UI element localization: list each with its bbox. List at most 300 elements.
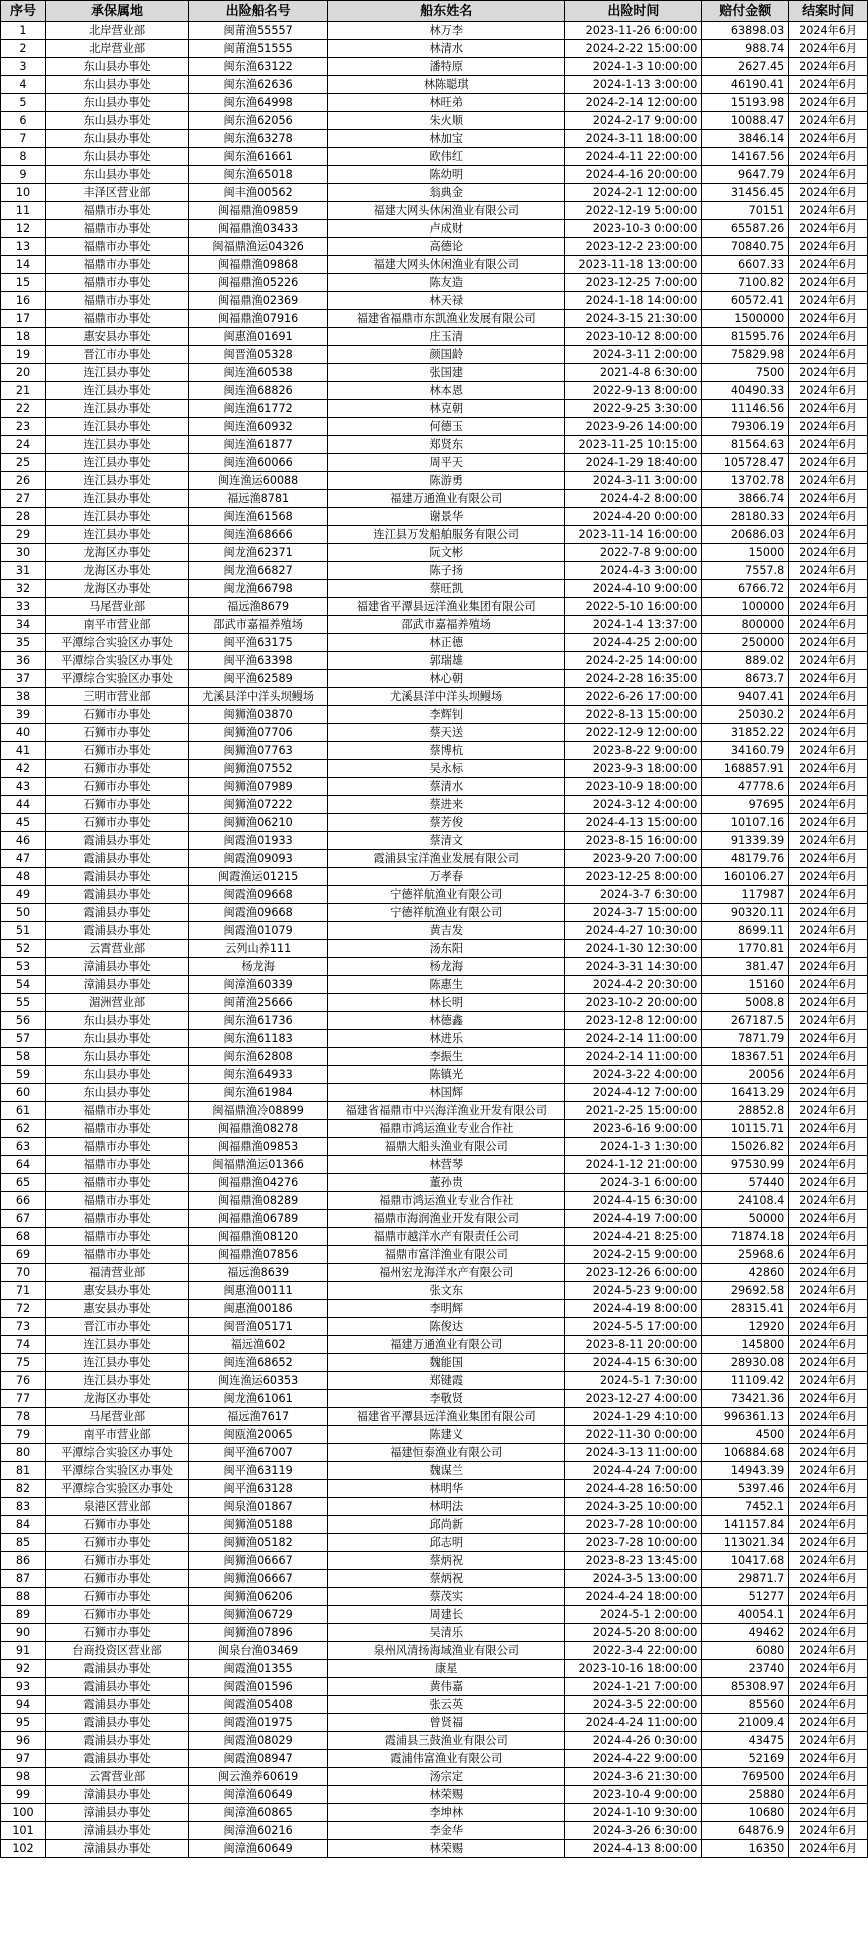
cell-owner: 陈幼明 [328,166,565,184]
cell-owner: 林本恩 [328,382,565,400]
table-row [1,796,868,814]
cell-seq: 25 [1,454,46,472]
cell-seq: 31 [1,562,46,580]
cell-amount: 7452.1 [702,1498,789,1516]
cell-incident-time: 2023-9-26 14:00:00 [565,418,702,436]
cell-owner: 福鼎市越洋水产有限责任公司 [328,1228,565,1246]
cell-close-time: 2024年6月 [789,1822,868,1840]
cell-close-time: 2024年6月 [789,1084,868,1102]
cell-close-time: 2024年6月 [789,724,868,742]
cell-amount: 28315.41 [702,1300,789,1318]
cell-close-time: 2024年6月 [789,1228,868,1246]
cell-branch: 石狮市办事处 [45,778,188,796]
cell-branch: 漳浦县办事处 [45,1804,188,1822]
cell-vessel: 闽连渔61877 [189,436,328,454]
cell-branch: 连江县办事处 [45,418,188,436]
cell-amount: 11146.56 [702,400,789,418]
cell-seq: 42 [1,760,46,778]
cell-branch: 福鼎市办事处 [45,1174,188,1192]
cell-branch: 龙海区办事处 [45,544,188,562]
cell-incident-time: 2024-5-23 9:00:00 [565,1282,702,1300]
cell-branch: 福鼎市办事处 [45,310,188,328]
cell-close-time: 2024年6月 [789,1498,868,1516]
cell-branch: 石狮市办事处 [45,1606,188,1624]
cell-seq: 33 [1,598,46,616]
cell-close-time: 2024年6月 [789,1480,868,1498]
cell-branch: 龙海区办事处 [45,1390,188,1408]
cell-owner: 吴清乐 [328,1624,565,1642]
cell-vessel: 闽霞渔09668 [189,886,328,904]
cell-vessel: 尤溪县洋中洋头坝鳗场 [189,688,328,706]
cell-seq: 90 [1,1624,46,1642]
cell-vessel: 闽龙渔62371 [189,544,328,562]
cell-close-time: 2024年6月 [789,814,868,832]
cell-incident-time: 2024-4-26 0:30:00 [565,1732,702,1750]
cell-vessel: 闽福鼎渔冷08899 [189,1102,328,1120]
cell-owner: 福建恒泰渔业有限公司 [328,1444,565,1462]
cell-branch: 连江县办事处 [45,400,188,418]
table-row [1,1660,868,1678]
cell-incident-time: 2024-4-2 20:30:00 [565,976,702,994]
cell-vessel: 福远渔8639 [189,1264,328,1282]
cell-vessel: 闽福鼎渔06789 [189,1210,328,1228]
cell-branch: 霞浦县办事处 [45,886,188,904]
cell-incident-time: 2023-8-11 20:00:00 [565,1336,702,1354]
header-row [1,1,868,22]
cell-incident-time: 2024-1-10 9:30:00 [565,1804,702,1822]
cell-incident-time: 2024-2-14 12:00:00 [565,94,702,112]
cell-owner: 郑贤东 [328,436,565,454]
cell-seq: 14 [1,256,46,274]
cell-amount: 31456.45 [702,184,789,202]
cell-amount: 769500 [702,1768,789,1786]
table-row [1,1714,868,1732]
cell-amount: 4500 [702,1426,789,1444]
cell-branch: 福清营业部 [45,1264,188,1282]
table-row [1,1156,868,1174]
cell-owner: 董孙贵 [328,1174,565,1192]
cell-incident-time: 2024-4-10 9:00:00 [565,580,702,598]
cell-close-time: 2024年6月 [789,1030,868,1048]
cell-incident-time: 2024-4-28 16:50:00 [565,1480,702,1498]
table-row [1,58,868,76]
cell-seq: 36 [1,652,46,670]
table-row [1,940,868,958]
cell-branch: 霞浦县办事处 [45,922,188,940]
cell-seq: 32 [1,580,46,598]
cell-owner: 福鼎市鸿运渔业专业合作社 [328,1120,565,1138]
cell-branch: 马尾营业部 [45,1408,188,1426]
header-vessel: 出险船名号 [189,1,328,22]
table-row [1,832,868,850]
cell-incident-time: 2024-1-21 7:00:00 [565,1678,702,1696]
cell-amount: 1500000 [702,310,789,328]
table-row [1,1534,868,1552]
cell-branch: 连江县办事处 [45,1336,188,1354]
cell-seq: 17 [1,310,46,328]
cell-vessel: 福远渔8781 [189,490,328,508]
cell-amount: 20686.03 [702,526,789,544]
cell-seq: 101 [1,1822,46,1840]
cell-seq: 39 [1,706,46,724]
cell-incident-time: 2022-12-9 12:00:00 [565,724,702,742]
header-close-time: 结案时间 [789,1,868,22]
cell-amount: 141157.84 [702,1516,789,1534]
cell-vessel: 闽莆渔55557 [189,22,328,40]
cell-close-time: 2024年6月 [789,148,868,166]
cell-close-time: 2024年6月 [789,1534,868,1552]
cell-owner: 汤宗定 [328,1768,565,1786]
cell-incident-time: 2024-2-15 9:00:00 [565,1246,702,1264]
table-row [1,1120,868,1138]
cell-close-time: 2024年6月 [789,1426,868,1444]
cell-vessel: 闽霞渔09093 [189,850,328,868]
cell-incident-time: 2024-3-11 2:00:00 [565,346,702,364]
cell-amount: 2627.45 [702,58,789,76]
cell-close-time: 2024年6月 [789,544,868,562]
table-row [1,634,868,652]
cell-close-time: 2024年6月 [789,238,868,256]
table-row [1,202,868,220]
cell-vessel: 福远渔8679 [189,598,328,616]
cell-amount: 168857.91 [702,760,789,778]
cell-close-time: 2024年6月 [789,706,868,724]
cell-branch: 石狮市办事处 [45,1552,188,1570]
cell-vessel: 闽福鼎渔03433 [189,220,328,238]
table-row [1,1750,868,1768]
cell-seq: 45 [1,814,46,832]
table-row [1,1318,868,1336]
cell-vessel: 闽晋渔05328 [189,346,328,364]
cell-vessel: 闽狮渔07552 [189,760,328,778]
cell-branch: 台商投资区营业部 [45,1642,188,1660]
table-row [1,1696,868,1714]
table-row [1,850,868,868]
cell-branch: 霞浦县办事处 [45,1714,188,1732]
cell-vessel: 闽东渔62056 [189,112,328,130]
cell-close-time: 2024年6月 [789,112,868,130]
cell-amount: 16350 [702,1840,789,1858]
cell-amount: 9407.41 [702,688,789,706]
cell-amount: 800000 [702,616,789,634]
cell-vessel: 闽平渔67007 [189,1444,328,1462]
cell-branch: 石狮市办事处 [45,814,188,832]
cell-owner: 福建万通渔业有限公司 [328,1336,565,1354]
table-row [1,1786,868,1804]
cell-branch: 连江县办事处 [45,364,188,382]
cell-vessel: 闽狮渔05188 [189,1516,328,1534]
cell-branch: 石狮市办事处 [45,706,188,724]
cell-amount: 3846.14 [702,130,789,148]
table-row [1,958,868,976]
cell-amount: 42860 [702,1264,789,1282]
cell-vessel: 闽霞渔01975 [189,1714,328,1732]
table-row [1,1300,868,1318]
table-row [1,1588,868,1606]
cell-incident-time: 2022-11-30 0:00:00 [565,1426,702,1444]
cell-amount: 75829.98 [702,346,789,364]
cell-branch: 云霄营业部 [45,1768,188,1786]
cell-amount: 7871.79 [702,1030,789,1048]
cell-owner: 万孝春 [328,868,565,886]
table-row [1,184,868,202]
cell-close-time: 2024年6月 [789,526,868,544]
cell-vessel: 闽云渔养60619 [189,1768,328,1786]
cell-branch: 福鼎市办事处 [45,1192,188,1210]
cell-owner: 卢成财 [328,220,565,238]
cell-vessel: 闽平渔63128 [189,1480,328,1498]
cell-seq: 56 [1,1012,46,1030]
table-row [1,1390,868,1408]
cell-owner: 李振生 [328,1048,565,1066]
cell-seq: 67 [1,1210,46,1228]
cell-seq: 68 [1,1228,46,1246]
cell-seq: 72 [1,1300,46,1318]
cell-owner: 蔡炳祝 [328,1570,565,1588]
cell-owner: 连江县万发船舶服务有限公司 [328,526,565,544]
cell-incident-time: 2024-4-12 7:00:00 [565,1084,702,1102]
cell-incident-time: 2022-5-10 16:00:00 [565,598,702,616]
cell-branch: 石狮市办事处 [45,796,188,814]
cell-incident-time: 2024-5-20 8:00:00 [565,1624,702,1642]
cell-vessel: 闽东渔61736 [189,1012,328,1030]
cell-close-time: 2024年6月 [789,400,868,418]
cell-vessel: 闽漳渔60649 [189,1786,328,1804]
cell-incident-time: 2023-9-3 18:00:00 [565,760,702,778]
cell-close-time: 2024年6月 [789,76,868,94]
cell-close-time: 2024年6月 [789,868,868,886]
cell-owner: 陈游勇 [328,472,565,490]
cell-seq: 1 [1,22,46,40]
cell-seq: 89 [1,1606,46,1624]
cell-vessel: 闽东渔62808 [189,1048,328,1066]
cell-amount: 106884.68 [702,1444,789,1462]
cell-owner: 霞浦伟富渔业有限公司 [328,1750,565,1768]
cell-close-time: 2024年6月 [789,1318,868,1336]
cell-vessel: 邵武市嘉福养殖场 [189,616,328,634]
cell-vessel: 闽福鼎渔运04326 [189,238,328,256]
cell-owner: 蔡茂实 [328,1588,565,1606]
cell-vessel: 闽漳渔60339 [189,976,328,994]
cell-vessel: 闽惠渔01691 [189,328,328,346]
cell-owner: 李金华 [328,1822,565,1840]
cell-vessel: 闽福鼎渔08278 [189,1120,328,1138]
cell-owner: 蔡博杭 [328,742,565,760]
cell-seq: 77 [1,1390,46,1408]
cell-amount: 28930.08 [702,1354,789,1372]
cell-seq: 85 [1,1534,46,1552]
cell-owner: 陈俊达 [328,1318,565,1336]
table-row [1,670,868,688]
cell-seq: 10 [1,184,46,202]
cell-incident-time: 2024-3-15 21:30:00 [565,310,702,328]
table-row [1,886,868,904]
cell-owner: 陈镇光 [328,1066,565,1084]
cell-close-time: 2024年6月 [789,1210,868,1228]
cell-close-time: 2024年6月 [789,1840,868,1858]
cell-owner: 张文东 [328,1282,565,1300]
cell-amount: 18367.51 [702,1048,789,1066]
cell-close-time: 2024年6月 [789,652,868,670]
cell-branch: 霞浦县办事处 [45,1750,188,1768]
table-row [1,1066,868,1084]
cell-incident-time: 2022-6-26 17:00:00 [565,688,702,706]
cell-branch: 霞浦县办事处 [45,850,188,868]
header-branch: 承保属地 [45,1,188,22]
cell-vessel: 闽福鼎渔09859 [189,202,328,220]
cell-branch: 云霄营业部 [45,940,188,958]
cell-owner: 宁德祥航渔业有限公司 [328,904,565,922]
table-row [1,976,868,994]
cell-vessel: 闽狮渔07989 [189,778,328,796]
cell-branch: 石狮市办事处 [45,742,188,760]
cell-owner: 汤东阳 [328,940,565,958]
cell-close-time: 2024年6月 [789,382,868,400]
cell-owner: 康星 [328,1660,565,1678]
cell-branch: 福鼎市办事处 [45,1210,188,1228]
cell-owner: 谢景华 [328,508,565,526]
cell-close-time: 2024年6月 [789,1462,868,1480]
cell-vessel: 闽平渔63119 [189,1462,328,1480]
cell-seq: 62 [1,1120,46,1138]
table-row [1,904,868,922]
cell-vessel: 闽龙渔66798 [189,580,328,598]
cell-branch: 漳浦县办事处 [45,958,188,976]
table-row [1,1102,868,1120]
cell-seq: 44 [1,796,46,814]
cell-seq: 70 [1,1264,46,1282]
table-row [1,1642,868,1660]
cell-close-time: 2024年6月 [789,22,868,40]
cell-owner: 张云英 [328,1696,565,1714]
cell-owner: 林明法 [328,1498,565,1516]
cell-branch: 东山县办事处 [45,1066,188,1084]
cell-incident-time: 2023-10-12 8:00:00 [565,328,702,346]
table-row [1,1768,868,1786]
cell-close-time: 2024年6月 [789,1768,868,1786]
cell-seq: 79 [1,1426,46,1444]
cell-incident-time: 2023-12-25 8:00:00 [565,868,702,886]
cell-incident-time: 2024-5-1 2:00:00 [565,1606,702,1624]
cell-amount: 73421.36 [702,1390,789,1408]
cell-seq: 75 [1,1354,46,1372]
table-row [1,724,868,742]
cell-close-time: 2024年6月 [789,472,868,490]
cell-branch: 霞浦县办事处 [45,1696,188,1714]
cell-amount: 117987 [702,886,789,904]
cell-vessel: 闽泉渔01867 [189,1498,328,1516]
cell-owner: 福建省平潭县远洋渔业集团有限公司 [328,598,565,616]
cell-amount: 8673.7 [702,670,789,688]
cell-branch: 石狮市办事处 [45,1516,188,1534]
cell-seq: 21 [1,382,46,400]
cell-branch: 东山县办事处 [45,1048,188,1066]
cell-owner: 林克朝 [328,400,565,418]
cell-close-time: 2024年6月 [789,904,868,922]
cell-vessel: 闽福鼎渔08120 [189,1228,328,1246]
cell-branch: 福鼎市办事处 [45,1102,188,1120]
cell-incident-time: 2024-1-29 18:40:00 [565,454,702,472]
cell-vessel: 闽霞渔08029 [189,1732,328,1750]
cell-vessel: 闽狮渔07706 [189,724,328,742]
cell-branch: 福鼎市办事处 [45,202,188,220]
cell-vessel: 杨龙海 [189,958,328,976]
cell-vessel: 闽狮渔06667 [189,1570,328,1588]
cell-close-time: 2024年6月 [789,976,868,994]
cell-incident-time: 2024-4-27 10:30:00 [565,922,702,940]
cell-branch: 东山县办事处 [45,130,188,148]
cell-close-time: 2024年6月 [789,130,868,148]
cell-vessel: 闽东渔61661 [189,148,328,166]
cell-amount: 267187.5 [702,1012,789,1030]
cell-amount: 14167.56 [702,148,789,166]
table-row [1,1804,868,1822]
cell-branch: 丰泽区营业部 [45,184,188,202]
cell-seq: 26 [1,472,46,490]
cell-vessel: 闽福鼎渔运01366 [189,1156,328,1174]
cell-vessel: 闽东渔65018 [189,166,328,184]
cell-owner: 林进乐 [328,1030,565,1048]
cell-vessel: 闽漳渔60649 [189,1840,328,1858]
table-row [1,1084,868,1102]
cell-incident-time: 2024-3-5 13:00:00 [565,1570,702,1588]
cell-branch: 平潭综合实验区办事处 [45,634,188,652]
cell-close-time: 2024年6月 [789,742,868,760]
cell-incident-time: 2024-3-5 22:00:00 [565,1696,702,1714]
table-row [1,652,868,670]
cell-close-time: 2024年6月 [789,922,868,940]
cell-owner: 霞浦县宝洋渔业发展有限公司 [328,850,565,868]
table-row [1,922,868,940]
cell-close-time: 2024年6月 [789,166,868,184]
cell-close-time: 2024年6月 [789,634,868,652]
cell-close-time: 2024年6月 [789,1696,868,1714]
cell-incident-time: 2024-2-22 15:00:00 [565,40,702,58]
cell-close-time: 2024年6月 [789,1732,868,1750]
cell-vessel: 闽连渔68666 [189,526,328,544]
cell-amount: 46190.41 [702,76,789,94]
cell-branch: 霞浦县办事处 [45,1678,188,1696]
table-row [1,94,868,112]
cell-vessel: 闽福鼎渔09868 [189,256,328,274]
cell-branch: 福鼎市办事处 [45,1120,188,1138]
table-row [1,346,868,364]
cell-amount: 16413.29 [702,1084,789,1102]
cell-vessel: 闽东渔63122 [189,58,328,76]
cell-close-time: 2024年6月 [789,310,868,328]
cell-branch: 惠安县办事处 [45,328,188,346]
cell-seq: 38 [1,688,46,706]
cell-incident-time: 2024-2-14 11:00:00 [565,1048,702,1066]
cell-seq: 100 [1,1804,46,1822]
cell-seq: 97 [1,1750,46,1768]
cell-branch: 东山县办事处 [45,58,188,76]
cell-vessel: 闽狮渔03870 [189,706,328,724]
cell-seq: 84 [1,1516,46,1534]
cell-branch: 福鼎市办事处 [45,1228,188,1246]
cell-owner: 福鼎市富洋渔业有限公司 [328,1246,565,1264]
cell-incident-time: 2021-4-8 6:30:00 [565,364,702,382]
cell-branch: 东山县办事处 [45,1084,188,1102]
table-row [1,616,868,634]
table-row [1,1678,868,1696]
cell-amount: 988.74 [702,40,789,58]
cell-owner: 魏能国 [328,1354,565,1372]
table-row [1,706,868,724]
cell-seq: 13 [1,238,46,256]
cell-seq: 41 [1,742,46,760]
cell-seq: 94 [1,1696,46,1714]
